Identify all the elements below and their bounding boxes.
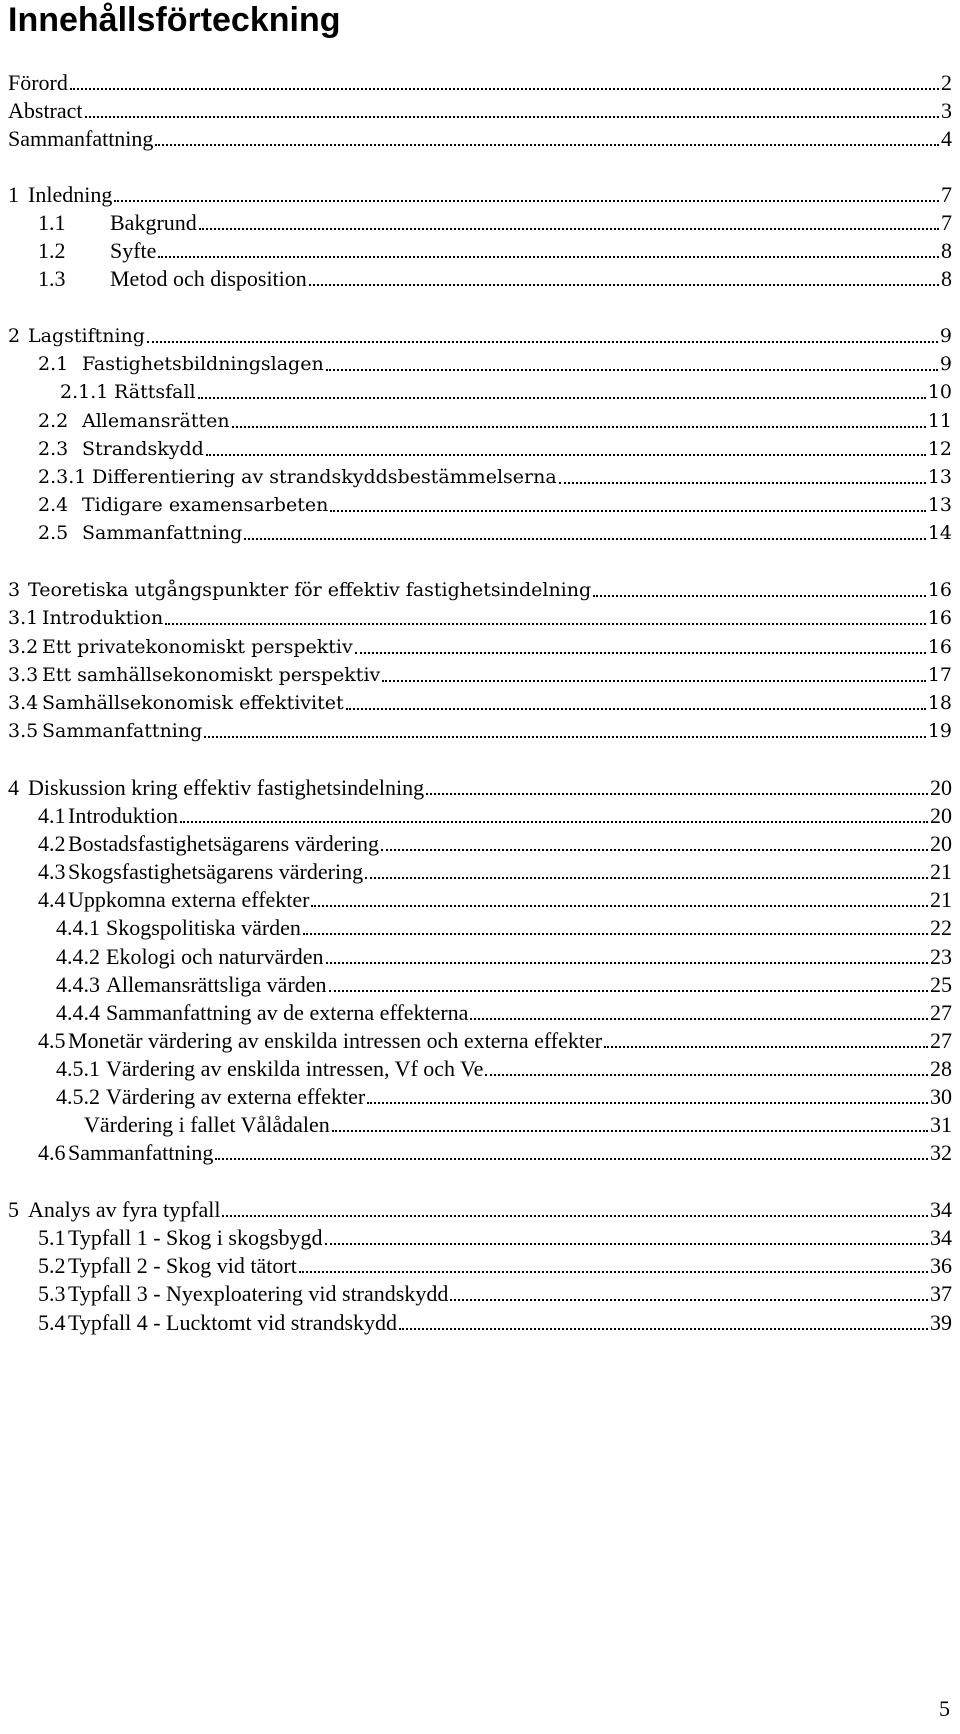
toc-entry[interactable] [38,514,952,546]
toc-entry-number: 4.1 [38,803,66,828]
toc-dot-leader [311,905,928,907]
toc-entry[interactable] [60,373,952,405]
toc-dot-leader [147,341,938,343]
toc-entry-number: 2.5 [38,522,69,544]
toc-dot-leader [559,482,926,484]
toc-entry-title: Allemansrättsliga värden [106,972,327,997]
toc-entry-number: 1.1 [38,210,66,235]
toc-entry-title: Värdering av enskilda intressen, Vf och Ve [106,1056,484,1081]
toc-entry-page: 9 [939,353,952,375]
toc-entry-title: Introduktion [42,607,164,629]
toc-entry-number: 3.1 [8,607,39,629]
toc-entry-number: 5 [8,1197,19,1222]
toc-entry[interactable] [38,1134,952,1166]
toc-entry-title: Typfall 3 - Nyexploatering vid strandskydd [68,1281,449,1306]
toc-entry-title: Fastighetsbildningslagen [82,353,324,375]
toc-dot-leader [367,1102,928,1104]
toc-dot-leader [244,538,926,540]
toc-entry-page: 18 [927,692,952,714]
toc-entry-title: Ett privatekonomiskt perspektiv [42,636,353,658]
toc-entry-title: Sammanfattning [42,720,203,742]
toc-entry-page: 17 [927,664,952,686]
toc-entry-number: 3.2 [8,636,39,658]
toc-entry-number: 4.4.3 [56,972,100,997]
toc-entry-title: Rättsfall [114,381,196,403]
toc-dot-leader [426,793,928,795]
toc-entry-title: Bostadsfastighetsägarens värdering [68,831,379,856]
toc-entry-page: 7 [941,210,952,235]
toc-dot-leader [114,200,939,202]
toc-entry-number: 3 [8,579,21,601]
toc-entry-title: Uppkomna externa effekter [68,887,310,912]
toc-dot-leader [215,1158,928,1160]
toc-entry-number: 4.4.4 [56,1000,100,1025]
toc-entry-title: Värdering av externa effekter [106,1084,366,1109]
toc-dot-leader [299,1271,928,1273]
toc-dot-leader [222,1215,928,1217]
toc-dot-leader [332,1130,928,1132]
toc-dot-leader [326,369,938,371]
toc-entry-page: 27 [930,1000,952,1025]
toc-dot-leader [381,849,928,851]
toc-entry-page: 16 [927,607,952,629]
toc-entry-title: Abstract [8,98,83,123]
toc-entry-page: 27 [930,1028,952,1053]
toc-entry-page: 20 [930,831,952,856]
toc-dot-leader [382,680,926,682]
toc-dot-leader [346,708,926,710]
toc-entry-number: 4.4.2 [56,944,100,969]
toc-entry[interactable] [8,712,952,744]
toc-entry-title: Typfall 1 - Skog i skogsbygd [68,1225,323,1250]
toc-entry-page: 7 [941,182,952,207]
toc-dot-leader [326,962,929,964]
toc-entry-title: Samhällsekonomisk effektivitet [42,692,344,714]
toc-entry-title: Strandskydd [82,438,204,460]
toc-entry-number: 2.2 [38,410,69,432]
toc-dot-leader [199,228,939,230]
toc-entry-title: Värdering i fallet Vålådalen [84,1112,330,1137]
toc-entry-page: 37 [930,1281,952,1306]
toc-entry-page: 12 [927,438,952,460]
toc-entry-number: 4 [8,775,19,800]
toc-dot-leader [325,1243,928,1245]
toc-dot-leader [165,623,926,625]
toc-dot-leader [330,510,925,512]
toc-entry-page: 25 [930,972,952,997]
toc-entry-number: 2.4 [38,494,69,516]
toc-entry-title: Skogsfastighetsägarens värdering [68,859,364,884]
toc-entry-number: 2 [8,325,21,347]
toc-entry-title: Sammanfattning [68,1140,214,1165]
toc-entry-title: Differentiering av strandskyddsbestämmelserna [92,466,557,488]
toc-entry-page: 21 [930,859,952,884]
toc-dot-leader [604,1046,928,1048]
toc-entry-title: Typfall 4 - Lucktomt vid strandskydd [68,1310,398,1335]
toc-entry-title: Sammanfattning [82,522,243,544]
toc-entry-page: 11 [927,410,952,432]
toc-entry-title: Sammanfattning av de externa effekterna [106,1000,469,1025]
toc-entry-title: Diskussion kring effektiv fastighetsindelning [28,775,425,800]
toc-entry-page: 10 [927,381,952,403]
toc-entry-label [38,520,242,546]
toc-entry-title: Ekologi och naturvärden [106,944,324,969]
toc-entry-title: Monetär värdering av enskilda intressen och externa effekter [68,1028,603,1053]
toc-entry-title: Förord [8,70,68,95]
toc-dot-leader [303,933,928,935]
toc-entry-number: 4.3 [38,859,66,884]
toc-entry-title: Ett samhällsekonomiskt perspektiv [42,664,381,686]
toc-entry-number: 5.2 [38,1253,66,1278]
toc-dot-leader [329,990,928,992]
toc-entry-page: 22 [930,915,952,940]
toc-entry-number: 4.2 [38,831,66,856]
toc-entry-number: 2.1.1 [60,381,109,403]
toc-entry[interactable] [56,909,952,941]
toc-dot-leader [158,256,939,258]
toc-entry-page: 34 [930,1225,952,1250]
toc-entry-label [8,126,153,152]
toc-dot-leader [470,1018,928,1020]
toc-entry-title: Skogspolitiska värden [106,915,301,940]
toc-entry-page: 20 [930,775,952,800]
toc-entry-page: 13 [927,466,952,488]
toc-dot-leader [593,595,926,597]
toc-entry-page: 3 [941,98,952,123]
toc-entry-page: 21 [930,887,952,912]
toc-entry-page: 9 [939,325,952,347]
toc-dot-leader [70,88,939,90]
toc-dot-leader [355,652,926,654]
toc-entry-number: 1.3 [38,266,66,291]
toc-entry-page: 36 [930,1253,952,1278]
toc-entry-page: 30 [930,1084,952,1109]
toc-entry-page: 13 [927,494,952,516]
toc-dot-leader [365,877,928,879]
toc-entry-number: 3.4 [8,692,39,714]
toc-entry-page: 34 [930,1197,952,1222]
toc-entry-label [8,718,202,744]
toc-entry-page: 16 [927,579,952,601]
toc-entry-page: 4 [941,126,952,151]
page-number: 5 [939,1696,950,1721]
toc-entry-number: 2.3.1 [38,466,87,488]
toc-entry-number: 4.4.1 [56,915,100,940]
toc-entry[interactable] [38,260,952,292]
toc-entry-title: Teoretiska utgångspunkter för effektiv fastighetsindelning [28,579,592,601]
toc-entry-page: 2 [941,70,952,95]
toc-entry-page: 28 [930,1056,952,1081]
toc-entry-label [38,1310,397,1336]
toc-entry-number: 1.2 [38,238,66,263]
toc-entry-page: 20 [930,803,952,828]
toc-dot-leader [180,821,928,823]
toc-entry-page: 8 [941,266,952,291]
toc-entry-number: 1 [8,182,19,207]
toc-entry[interactable] [38,1275,952,1307]
toc-entry-number: 4.5.1 [56,1056,100,1081]
toc-entry-title: Metod och disposition [110,266,307,291]
toc-entry-page: 39 [930,1310,952,1335]
toc-dot-leader [155,144,939,146]
toc-entry-label [38,1140,213,1166]
toc-entry-title: Inledning [28,182,113,207]
toc-entry[interactable] [38,1304,952,1336]
toc-dot-leader [206,454,926,456]
toc-entry-title: Typfall 2 - Skog vid tätort [68,1253,297,1278]
toc-entry-number: 5.3 [38,1281,66,1306]
toc-entry-page: 16 [927,636,952,658]
toc-entry-title: Allemansrätten [82,410,230,432]
toc-entry-title: Tidigare examensarbeten [82,494,329,516]
toc-entry-page: 14 [927,522,952,544]
toc-entry-number: 4.5.2 [56,1084,100,1109]
toc-entry-page: 31 [930,1112,952,1137]
toc-entry-number: 4.4 [38,887,66,912]
toc-dot-leader [85,116,939,118]
toc-entry-number: 4.5 [38,1028,66,1053]
toc-entry-number: 2.1 [38,353,69,375]
toc-entry-label [38,266,307,292]
toc-entry[interactable] [8,120,952,152]
toc-dot-leader [399,1328,928,1330]
toc-entry-number: 2.3 [38,438,69,460]
toc-entry-page: 8 [941,238,952,263]
toc-entry-number: 4.6 [38,1140,66,1165]
toc-dot-leader [485,1074,928,1076]
toc-entry-title: Lagstiftning [28,325,145,347]
toc-entry-page: 32 [930,1140,952,1165]
toc-entry-title: Sammanfattning [8,126,154,151]
toc-dot-leader [198,397,926,399]
toc-dot-leader [204,736,926,738]
toc-entry-title: Analys av fyra typfall [28,1197,221,1222]
toc-entry-title: Introduktion [68,803,178,828]
toc-entry-number: 5.4 [38,1310,66,1335]
toc-entry[interactable] [8,599,952,631]
toc-entry-number: 3.5 [8,720,39,742]
toc-entry-page: 19 [927,720,952,742]
page-title: Innehållsförteckning [8,1,341,39]
toc-entry-number: 3.3 [8,664,39,686]
toc-dot-leader [232,426,926,428]
toc-entry-title: Bakgrund [110,210,197,235]
toc-entry-title: Syfte [110,238,157,263]
toc-dot-leader [450,1299,928,1301]
toc-entry-number: 5.1 [38,1225,66,1250]
toc-dot-leader [309,284,939,286]
toc-entry-page: 23 [930,944,952,969]
